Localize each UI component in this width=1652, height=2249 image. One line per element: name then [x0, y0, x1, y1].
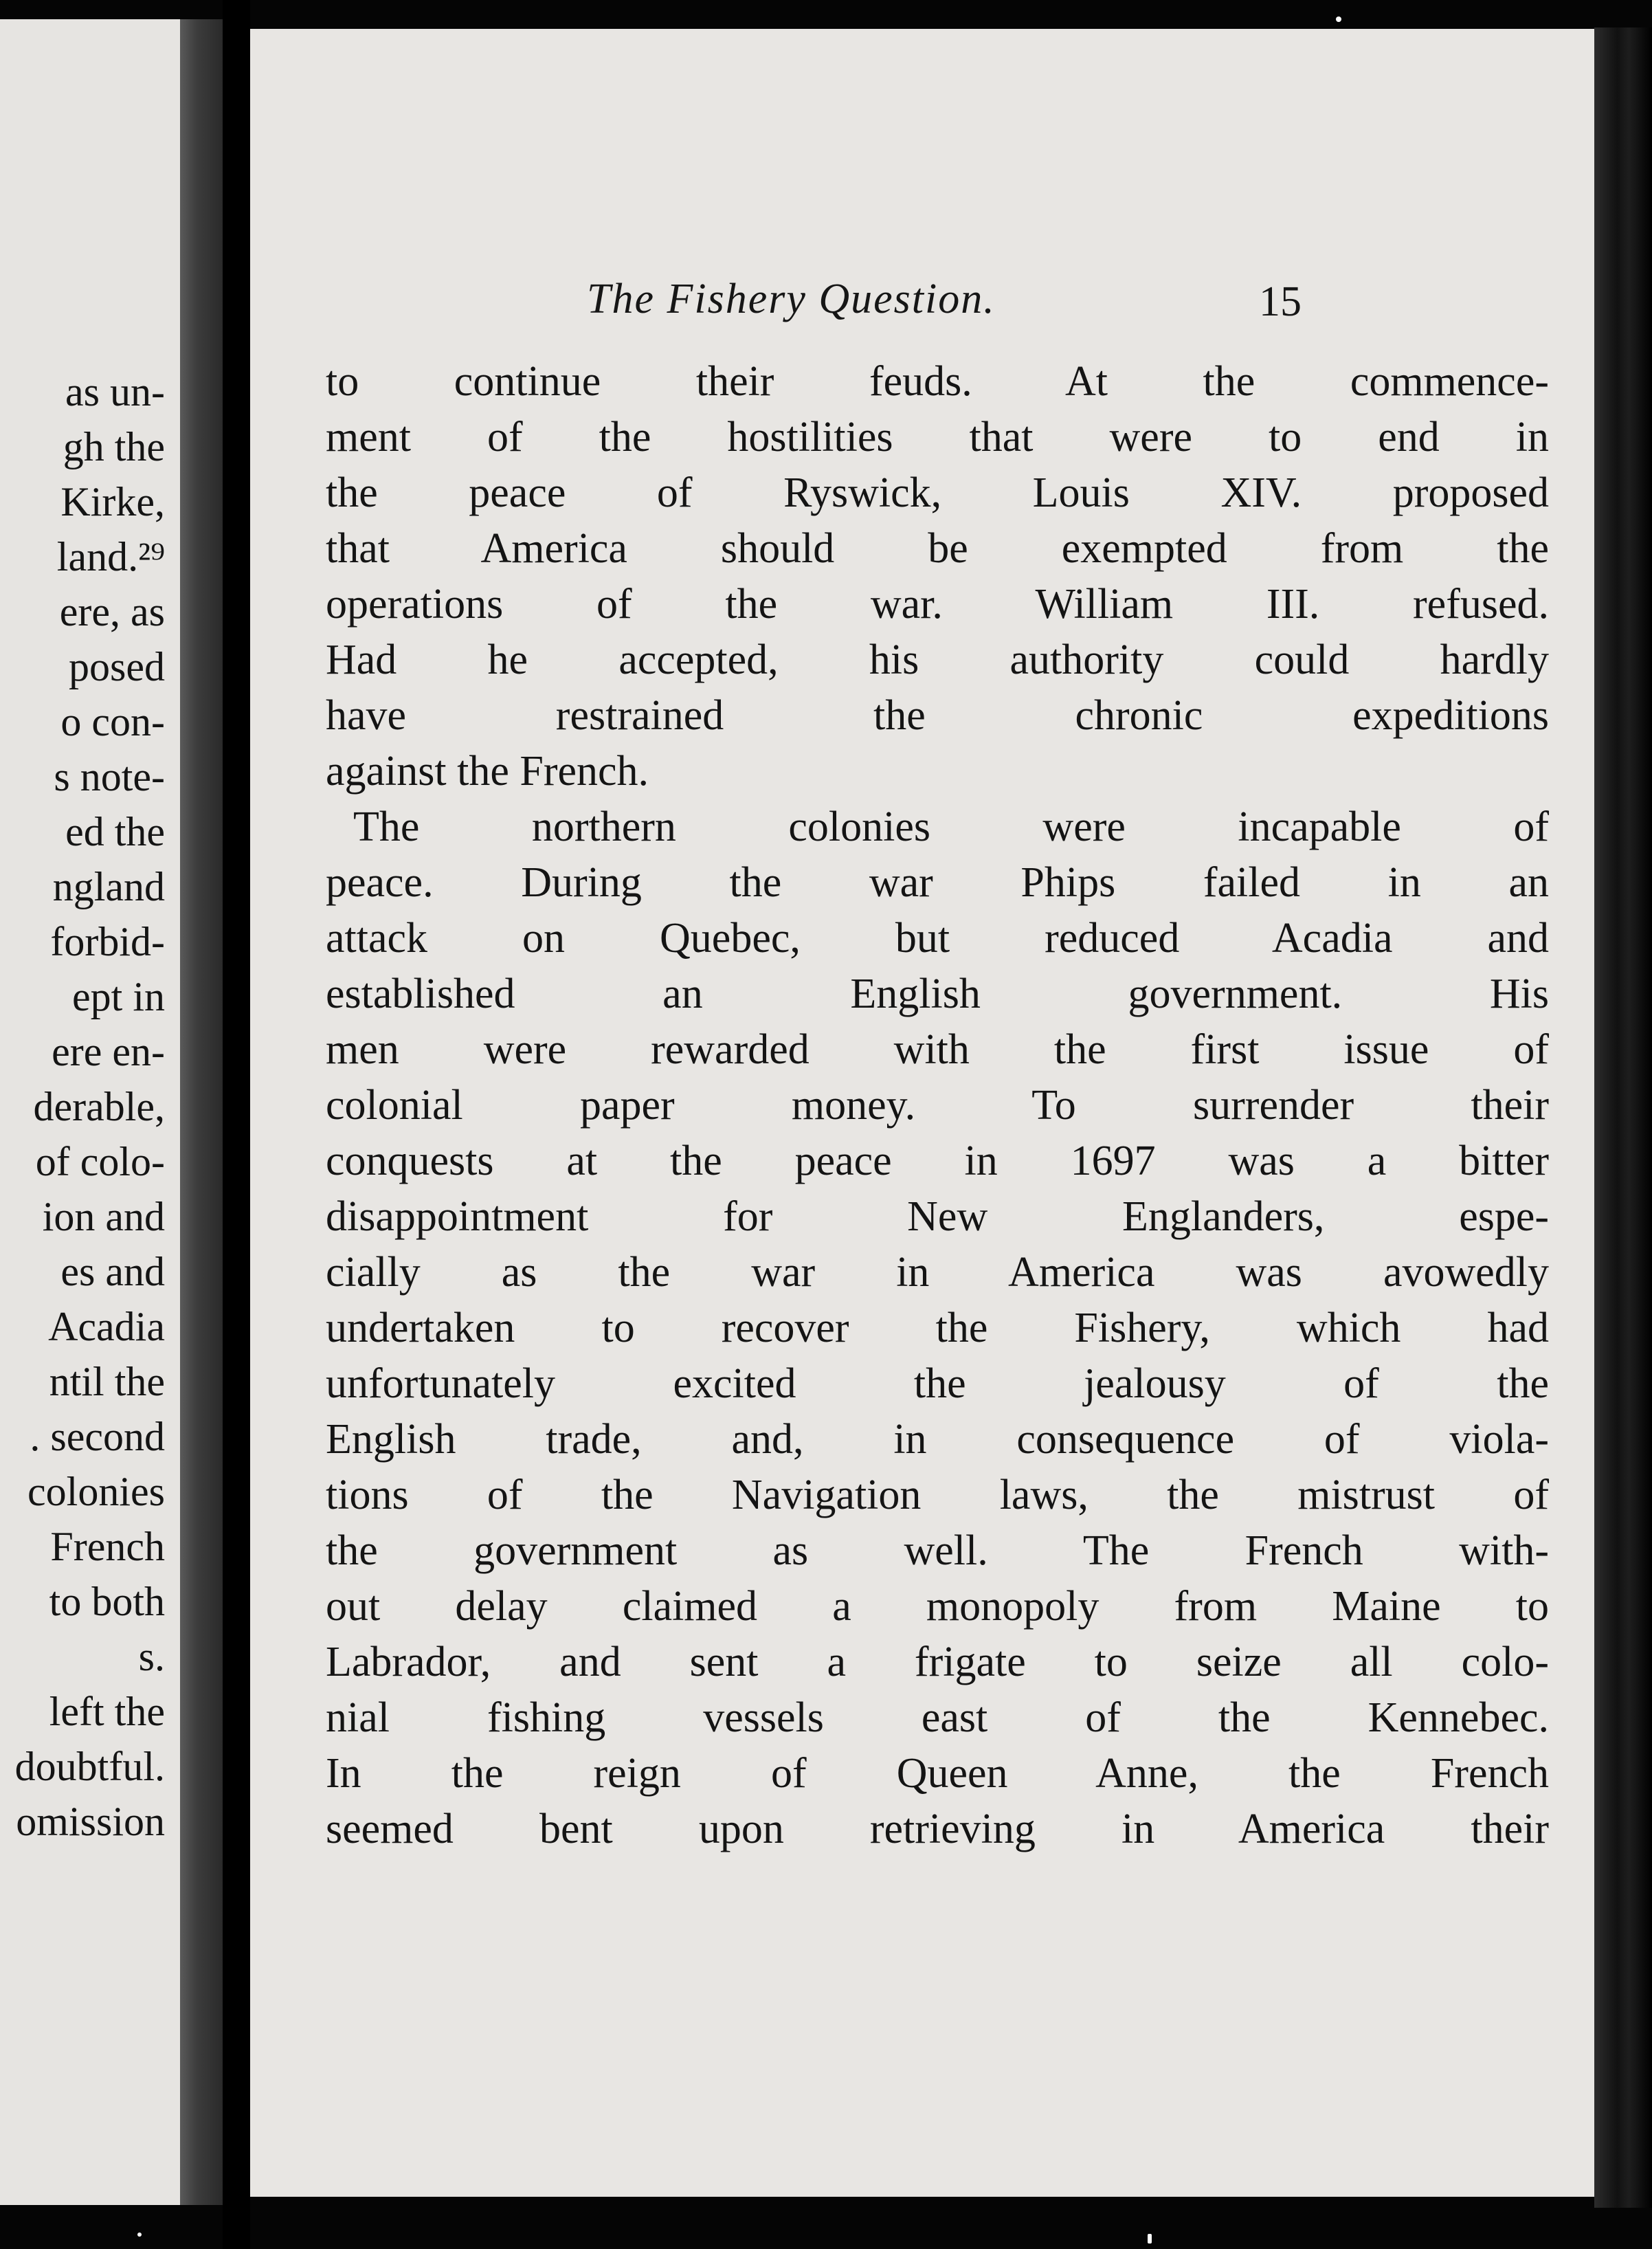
page-header: [250, 275, 1594, 330]
paragraph-2-line: established an English government. His: [326, 971, 1549, 1017]
left-page-line: s.: [138, 1634, 165, 1679]
paragraph-1-line: the peace of Ryswick, Louis XIV. proposed: [326, 469, 1549, 516]
left-page-line: left the: [49, 1689, 165, 1734]
left-page-line: doubtful.: [14, 1744, 165, 1789]
running-title: The Fishery Question.: [587, 276, 996, 322]
paragraph-2-line: cially as the war in America was avowedly: [326, 1249, 1549, 1296]
paragraph-1-line: against the French.: [326, 748, 649, 795]
left-page-line: s note-: [54, 754, 165, 799]
left-page-line: es and: [60, 1249, 165, 1294]
paragraph-2-line: unfortunately excited the jealousy of the: [326, 1360, 1549, 1407]
left-page-line: ion and: [42, 1194, 165, 1239]
right-page-edge: [1594, 27, 1652, 2208]
left-page-line: . second: [30, 1414, 165, 1459]
book-gutter: [223, 0, 250, 2249]
left-page-line: ngland: [52, 864, 165, 909]
left-page-line: ept in: [72, 974, 165, 1019]
scan-speck: [1148, 2234, 1152, 2244]
paragraph-1-line: ment of the hostilities that were to end in: [326, 414, 1549, 461]
paragraph-2-line: nial fishing vessels east of the Kennebec.: [326, 1694, 1549, 1741]
left-page-line: posed: [69, 644, 165, 689]
left-page-line: land.²⁹: [56, 534, 165, 579]
paragraph-2-line: peace. During the war Phips failed in an: [326, 859, 1549, 906]
paragraph-2-line: English trade, and, in consequence of viola-: [326, 1416, 1549, 1463]
paragraph-1-line: operations of the war. William III. refused.: [326, 581, 1549, 628]
left-page-shadow: [180, 19, 223, 2205]
left-page-line: forbid-: [50, 919, 165, 964]
paragraph-2-line: The northern colonies were incapable of: [353, 804, 1549, 850]
right-page: [250, 29, 1594, 2197]
left-page-line: of colo-: [35, 1139, 165, 1184]
left-page-line: ere, as: [59, 589, 165, 634]
paragraph-2-line: attack on Quebec, but reduced Acadia and: [326, 915, 1549, 962]
scan-speck: [1336, 16, 1341, 22]
left-page-line: o con-: [60, 699, 165, 744]
left-page-line: ntil the: [49, 1359, 165, 1404]
paragraph-2-line: conquests at the peace in 1697 was a bitter: [326, 1138, 1549, 1184]
paragraph-2-line: undertaken to recover the Fishery, which had: [326, 1305, 1549, 1351]
left-page-line: as un-: [65, 369, 165, 414]
paragraph-1-line: to continue their feuds. At the commence-: [326, 358, 1549, 405]
left-page-line: to both: [49, 1579, 165, 1624]
left-page-line: ere en-: [52, 1029, 165, 1074]
paragraph-2-line: colonial paper money. To surrender their: [326, 1082, 1549, 1129]
paragraph-2-line: seemed bent upon retrieving in America their: [326, 1806, 1549, 1852]
left-page-line: French: [50, 1524, 165, 1569]
paragraph-1-line: have restrained the chronic expeditions: [326, 692, 1549, 739]
paragraph-2-line: the government as well. The French with-: [326, 1527, 1549, 1574]
left-page-line: Kirke,: [60, 479, 165, 524]
paragraph-2-line: men were rewarded with the first issue of: [326, 1026, 1549, 1073]
left-page-line: derable,: [33, 1084, 165, 1129]
page-number: 15: [1259, 278, 1302, 325]
left-page-line: gh the: [63, 424, 165, 469]
left-page-line: omission: [16, 1799, 165, 1844]
left-page-line: Acadia: [48, 1304, 165, 1349]
paragraph-2-line: disappointment for New Englanders, espe-: [326, 1193, 1549, 1240]
paragraph-2-line: In the reign of Queen Anne, the French: [326, 1750, 1549, 1797]
left-page-line: colonies: [27, 1469, 165, 1514]
paragraph-2-line: Labrador, and sent a frigate to seize all colo-: [326, 1639, 1549, 1685]
paragraph-2-line: out delay claimed a monopoly from Maine to: [326, 1583, 1549, 1630]
scan-speck: [137, 2233, 142, 2237]
left-page-line: ed the: [65, 809, 165, 854]
paragraph-2-line: tions of the Navigation laws, the mistrust of: [326, 1472, 1549, 1518]
paragraph-1-line: that America should be exempted from the: [326, 525, 1549, 572]
left-page-fragment: [0, 19, 180, 2205]
paragraph-1-line: Had he accepted, his authority could hardly: [326, 636, 1549, 683]
